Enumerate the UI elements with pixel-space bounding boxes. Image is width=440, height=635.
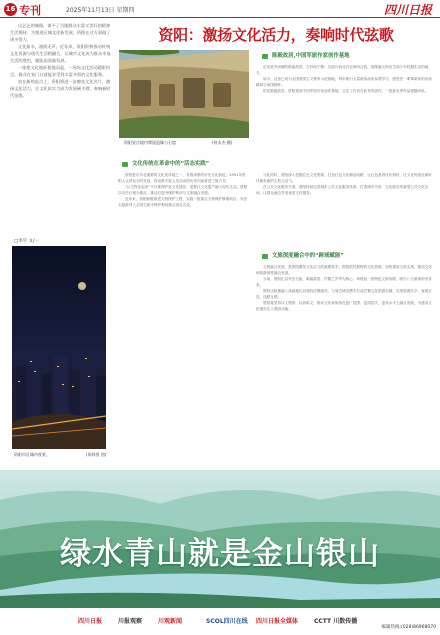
photo-caption: 资阳市区城市夜景。 — [14, 452, 50, 457]
left-paragraph: 文化如水，滋润无声。近年来，资阳积极推动传统文化资源与现代生活相融合，让城市文化成为群众幸福生活的底色，赋能高质量发展。 — [10, 44, 111, 63]
body-paragraph: 依托陈毅故居，资阳建成中国军旅作家创作基地，文艺工作者在此采风创作，一批批优秀作品相继问世。 — [263, 89, 429, 93]
body-paragraph: 当前，资阳正以安岳石窟、陈毅故居、柠檬之乡等为核心，串联起一批特色文旅线路，吸引八方游客纷至沓来。 — [256, 277, 432, 287]
issue-date: 2025年11月13日 星期四 — [66, 7, 135, 14]
section-tag: 专刊 — [19, 4, 41, 17]
footer-logo: CCTT 川数传播 — [314, 618, 358, 625]
body-paragraph: 近年来，资阳积极推进文物保护工程，实施一批重点文物保护修缮项目，安岳石窟被列入全国石窟寺保护利用重点项目名录。 — [118, 197, 248, 207]
page-headline: 资阳：激扬文化活力，奏响时代弦歌 — [158, 26, 394, 44]
footer-logo: 川报观察 — [118, 618, 143, 625]
body-paragraph: 如今，这里已成为全国爱国主义教育示范基地，每年吸引大量游客前来参观学习，感受老一辈革命家的崇高精神与家国情怀。 — [256, 77, 432, 87]
section-body — [256, 64, 432, 94]
editor-hotline: 编辑热线:(028)86968070 — [381, 625, 436, 630]
page-header — [0, 0, 440, 18]
section-heading: 文化传统在革命中的“活态实践” — [122, 160, 209, 169]
body-paragraph: 在公共文化服务方面，资阳持续完善城乡公共文化服务体系，打造城市书房、文化驿站等新型公共文化空间，让群众就近享受优质文化服务。 — [256, 185, 429, 195]
footer-logo: 四川日报 — [78, 618, 103, 625]
banner-slogan: 绿水青山就是金山银山 — [60, 536, 380, 572]
body-paragraph: 文旅融合发展，是资阳激发文化活力的重要抓手。资阳依托独特的文化资源，加快建设文旅名城，推动文化和旅游深度融合发展。 — [256, 265, 432, 275]
section-heading: 文旅深度融合中的“跨域赋能” — [262, 252, 344, 261]
section-body-continued — [256, 172, 432, 196]
page-number-badge: 16 — [4, 3, 17, 16]
city-night-photo — [12, 246, 106, 449]
body-paragraph: 资阳将坚持以文塑旅、以旅彰文，推动文化和旅游在更广范围、更深层次、更高水平上融合发展，为建设文化强市注入强劲动能。 — [256, 301, 432, 311]
left-paragraph: 站在新的起点上，资阳将进一步擦亮文化名片，激扬文化活力，让文化软实力成为发展硬支撑，奏响新时代弦歌。 — [10, 79, 111, 98]
section-body — [118, 172, 248, 208]
masthead-logo: 四川日报 — [383, 3, 432, 17]
body-paragraph: 资阳还积极融入成渝地区双城经济圈建设，与周边城市携手打造巴蜀文化旅游走廊，实现资源共享、客源互送、线路互联。 — [256, 289, 432, 299]
photo-credit: (资料图 图) — [86, 452, 107, 457]
photo-caption: 资阳安岳境内摩崖造像与石窟 — [124, 140, 176, 145]
footer-logo: 川观新闻 — [158, 618, 183, 625]
body-paragraph: 乐至县劳动镇的陈毅故居，古朴而宁静。这座川西北式农家四合院，是陈毅元帅出生和少年时期生活的地方。 — [256, 65, 429, 75]
photo-credit: (何永杰 摄) — [212, 140, 233, 145]
cliff-carving-photo — [119, 50, 249, 138]
body-paragraph: 资阳是川东北重要的文化发祥地之一，有着深厚的历史文化积淀，1951年资阳人头骨化石的发现，将成都平原人类活动的历史向前推进了数万年。 — [118, 173, 246, 183]
left-paragraph: 一座座文化地标拔地而起，一场场文化活动精彩纷呈，群众在家门口就能享受到丰富多彩的文化服务。 — [10, 65, 111, 77]
night-skyline-illustration — [12, 246, 106, 449]
author-byline: □李宇 文/一 — [14, 239, 40, 244]
section-body — [256, 264, 432, 312]
cliff-illustration — [119, 50, 249, 138]
left-paragraph: 山乞乞的城阁，寄予了当地群众丰富又美好的精神生活期待。为推进区域文化新发展，资阳在这方面做了诸多努力。 — [10, 23, 111, 42]
body-paragraph: “让文物活起来”不仅要保护好文化遗存，更要让文化遗产融入现代生活。资阳以安岳石刻为重点，推动石窟寺保护利用与文旅融合发展。 — [118, 185, 248, 195]
body-paragraph: 与此同时，资阳深入挖掘红色文化资源，打造红色文化精品线路，让红色基因代代相传，让文化传统在新时代焕发新的生机与活力。 — [256, 173, 432, 183]
section-heading: 陈毅故居,中国军旅作家创作基地 — [262, 52, 350, 61]
footer-logo: 四川日报全媒体 — [256, 618, 299, 625]
header-divider — [0, 17, 440, 18]
footer-logo: SCOL四川在线 — [206, 618, 248, 625]
